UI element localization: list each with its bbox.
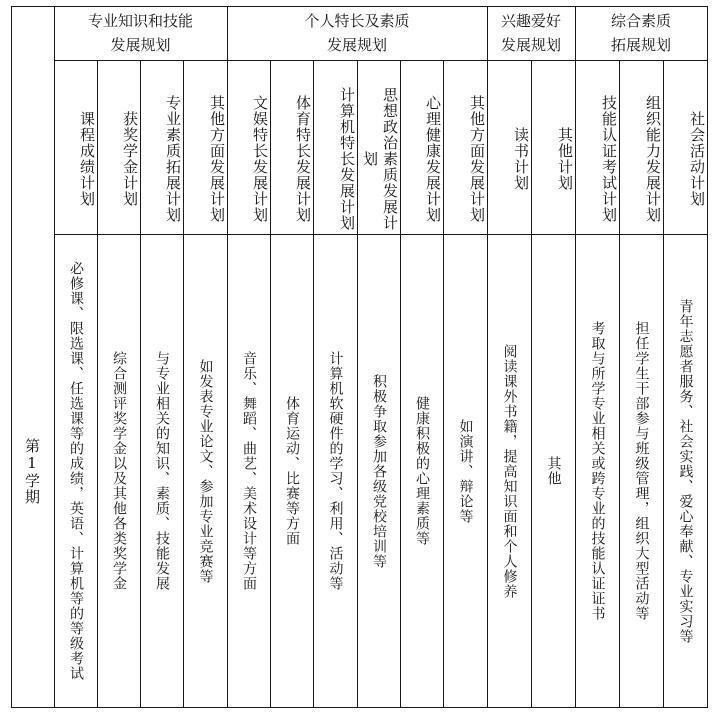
category-line1: 兴趣爱好 (500, 12, 561, 30)
plan-content (488, 235, 531, 707)
plan-content (228, 235, 270, 707)
plan-title: 体育特长发展计划 (294, 94, 312, 223)
plan-content (314, 235, 357, 707)
plan-content-text: 健康积极的心理素质等 (414, 396, 430, 546)
plan-title: 技能认证考试计划 (600, 94, 618, 223)
plan-content (141, 235, 183, 707)
plan-content-text: 积极争取参加各级党校培训等 (371, 373, 387, 569)
plan-title: 思想政治素质发展计划 (361, 86, 399, 231)
plan-title: 获奖学金计划 (121, 110, 139, 207)
category-line2: 拓展规划 (610, 36, 671, 54)
plan-content-text: 青年志愿者服务、社会实践、爱心奉献、专业实习等 (677, 298, 694, 644)
plan-content (98, 235, 140, 707)
plan-content-text: 音乐、舞蹈、曲艺、美术设计等方面 (241, 351, 257, 591)
plan-content-text: 如演讲、辩论等 (457, 418, 474, 524)
plan-content (664, 235, 707, 707)
plan-title: 社会活动计划 (688, 110, 706, 207)
plan-title: 组织能力发展计划 (644, 94, 662, 223)
category-line1: 综合素质 (610, 12, 671, 30)
plan-content-text: 阅读课外书籍，提高知识面和个人修养 (501, 343, 518, 599)
plan-content (55, 235, 97, 707)
plan-title: 课程成绩计划 (78, 110, 96, 207)
plan-content (444, 235, 487, 707)
plan-content-text: 如发表专业论文、参加专业竞赛等 (197, 358, 214, 584)
plan-content-text: 体育运动、比赛等方面 (284, 396, 300, 546)
plan-title: 其他方面发展计划 (468, 94, 486, 223)
plan-content-text: 综合测评奖学金以及其他各类奖学金 (111, 351, 127, 591)
category-header-personal (227, 6, 487, 60)
plan-title: 其他方面发展计划 (208, 94, 226, 223)
plan-title: 文娱特长发展计划 (251, 94, 269, 223)
plan-content (271, 235, 313, 707)
plan-content-text: 与专业相关的知识、素质、技能发展 (154, 351, 170, 591)
category-header-comprehensive (575, 6, 707, 60)
plan-content (358, 235, 400, 707)
plan-title: 读书计划 (512, 126, 530, 191)
category-header-professional (54, 6, 227, 60)
term-label: 第1学期 (23, 437, 41, 505)
plan-title: 专业素质拓展计划 (164, 94, 182, 223)
plan-title: 心理健康发展计划 (424, 94, 442, 223)
border-bottom (11, 707, 708, 708)
plan-content-text: 其他 (545, 456, 562, 486)
category-line1: 个人特长及素质 (304, 12, 410, 30)
plan-content (620, 235, 663, 707)
plan-title: 其他计划 (556, 126, 574, 191)
plan-content-text: 计算机软硬件的学习、利用、活动等 (327, 351, 344, 591)
plan-content (532, 235, 575, 707)
plan-content-text: 担任学生干部参与班级管理，组织大型活动等 (633, 321, 650, 621)
border-right (707, 6, 708, 708)
plan-content-text: 考取与所学专业相关或跨专业的技能认证证书 (589, 321, 606, 621)
category-header-interest (487, 6, 575, 60)
category-line2: 发展规划 (500, 36, 561, 54)
plan-content (184, 235, 227, 707)
category-line1: 专业知识和技能 (87, 12, 193, 30)
plan-title: 计算机特长发展计划 (338, 86, 356, 231)
plan-content (401, 235, 443, 707)
plan-content (576, 235, 619, 707)
plan-content-text: 必修课、限选课、任选课等的成绩，英语、计算机等的等级考试 (68, 261, 84, 681)
category-line2: 发展规划 (110, 36, 171, 54)
category-line2: 发展规划 (326, 36, 387, 54)
